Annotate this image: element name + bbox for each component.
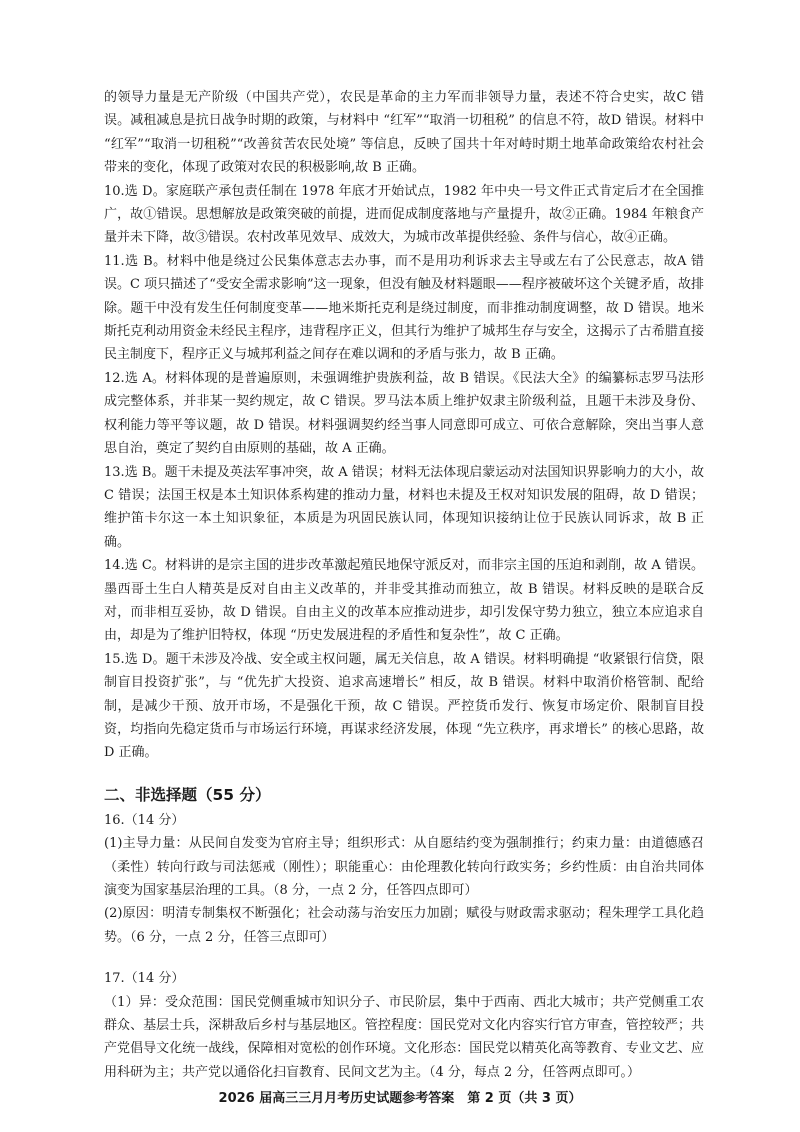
q16-header: 16.（14 分） (104, 812, 185, 828)
q17-part1: （1）异：受众范围：国民党侧重城市知识分子、市民阶层，集中于西南、西北大城市；共产党侧重工农群众、基层士兵，深耕敌后乡村与基层地区。管控程度：国民党对文化内容实行官方审查，管控较严；共产党倡导文化统一战线，保障相对宽松的创作环境。文化形态：国民党以精英化高等教育、专业文艺、应用科研为主；共产党以通俗化扫盲教育、民间文艺为主。（4 分，每点 2 分，任答两点即可。） (104, 994, 704, 1080)
answer-10: 10.选 D。家庭联产承包责任制在 1978 年底才开始试点，1982 年中央一号文件正式肯定后才在全国推广，故①错误。思想解放是政策突破的前提，进而促成制度落地与产量提升，故②正确。1984 年粮食产量并未下降，故③错误。农村改革见效早、成效大，为城市改革提供经验、条件与信心，故④正确。 (104, 183, 704, 246)
answer-14: 14.选 C。材料讲的是宗主国的进步改革激起殖民地保守派反对，而非宗主国的压迫和剥削，故 A 错误。墨西哥土生白人精英是反对自由主义改革的，并非受其推动而独立，故 B 错误。材料反映的是联合反对，而非相互妥协，故 D 错误。自由主义的改革本应推动进步，却引发保守势力独立，独立本应追求自由，却是为了维护旧特权，体现 “历史发展进程的矛盾性和复杂性”，故 C 正确。 (104, 558, 704, 644)
q17-header: 17.（14 分） (104, 971, 185, 987)
q16-part2: (2)原因：明清专制集权不断强化；社会动荡与治安压力加剧；赋役与财政需求驱动；程朱理学工具化趋势。（6 分，一点 2 分，任答三点即可） (104, 906, 704, 945)
answer-12: 12.选 A。材料体现的是普遍原则，未强调维护贵族利益，故 B 错误。《民法大全》的编纂标志罗马法形成完整体系，并非某一契约规定，故 C 错误。罗马法本质上维护奴隶主阶级利益，且题干未涉及身份、权利能力等平等议题，故 D 错误。材料强调契约经当事人同意即可成立、可依合意解除，突出当事人意思自治，奠定了契约自由原则的基础，故 A 正确。 (104, 370, 704, 457)
section-title: 二、非选择题（55 分） (104, 785, 271, 804)
page-footer: 2026 届高三三月月考历史试题参考答案 第 2 页（共 3 页） (218, 1091, 582, 1106)
answer-15: 15.选 D。题干未涉及冷战、安全或主权问题，属无关信息，故 A 错误。材料明确提 “收紧银行信贷，限制盲目投资扩张”，与 “优先扩大投资、追求高速增长” 相反，故 B 错误。材料中取消价格管制、配给制，是减少干预、放开市场，不是强化干预，故 C 错误。严控货币发行、恢复市场定价、限制盲目投资，均指向先稳定货币与市场运行环境，再谋求经济发展，体现 “先立秩序，再求增长” 的核心思路，故 D 正确。 (104, 651, 704, 761)
answer-11: 11.选 B。材料中他是绕过公民集体意志去办事，而不是用功利诉求去主导或左右了公民意志，故A 错误。C 项只描述了“受安全需求影响”这一现象，但没有触及材料题眼——程序被破坏这个关键矛盾，故排除。题干中没有发生任何制度变革——地米斯托克利是绕过制度，而非推动制度调整，故 D 错误。地米斯托克利动用资金未经民主程序，违背程序正义，但其行为维护了城邦生存与安全，这揭示了古希腊直接民主制度下，程序正义与城邦利益之间存在难以调和的矛盾与张力，故 B 正确。 (104, 253, 704, 363)
answer-key-page (104, 86, 704, 1084)
answer-9-continued: 的领导力量是无产阶级（中国共产党），农民是革命的主力军而非领导力量，表述不符合史实，故C 错误。减租减息是抗日战争时期的政策，与材料中 “红军”“取消一切租税” 的信息不符，故D 错误。材料中 “红军”“取消一切租税”“改善贫苦农民处境” 等信息，反映了国共十年对峙时期土地革命政策给农村社会带来的变化，体现了政策对农民的积极影响,故 B 正确。 (104, 90, 704, 176)
spacer (104, 949, 704, 967)
q16-part1: (1)主导力量：从民间自发变为官府主导；组织形式：从自愿结约变为强制推行；约束力量：由道德感召（柔性）转向行政与司法惩戒（刚性）；职能重心：由伦理教化转向行政实务；乡约性质：由自治共同体演变为国家基层治理的工具。（8 分，一点 2 分，任答四点即可） (104, 836, 704, 898)
answer-13: 13.选 B。题干未提及英法军事冲突，故 A 错误；材料无法体现启蒙运动对法国知识界影响力的大小，故 C 错误；法国王权是本土知识体系构建的推动力量，材料也未提及王权对知识发展的阻碍，故 D 错误；维护笛卡尔这一本土知识象征，本质是为巩固民族认同，体现知识接纳让位于民族认同诉求，故 B 正确。 (104, 464, 704, 550)
